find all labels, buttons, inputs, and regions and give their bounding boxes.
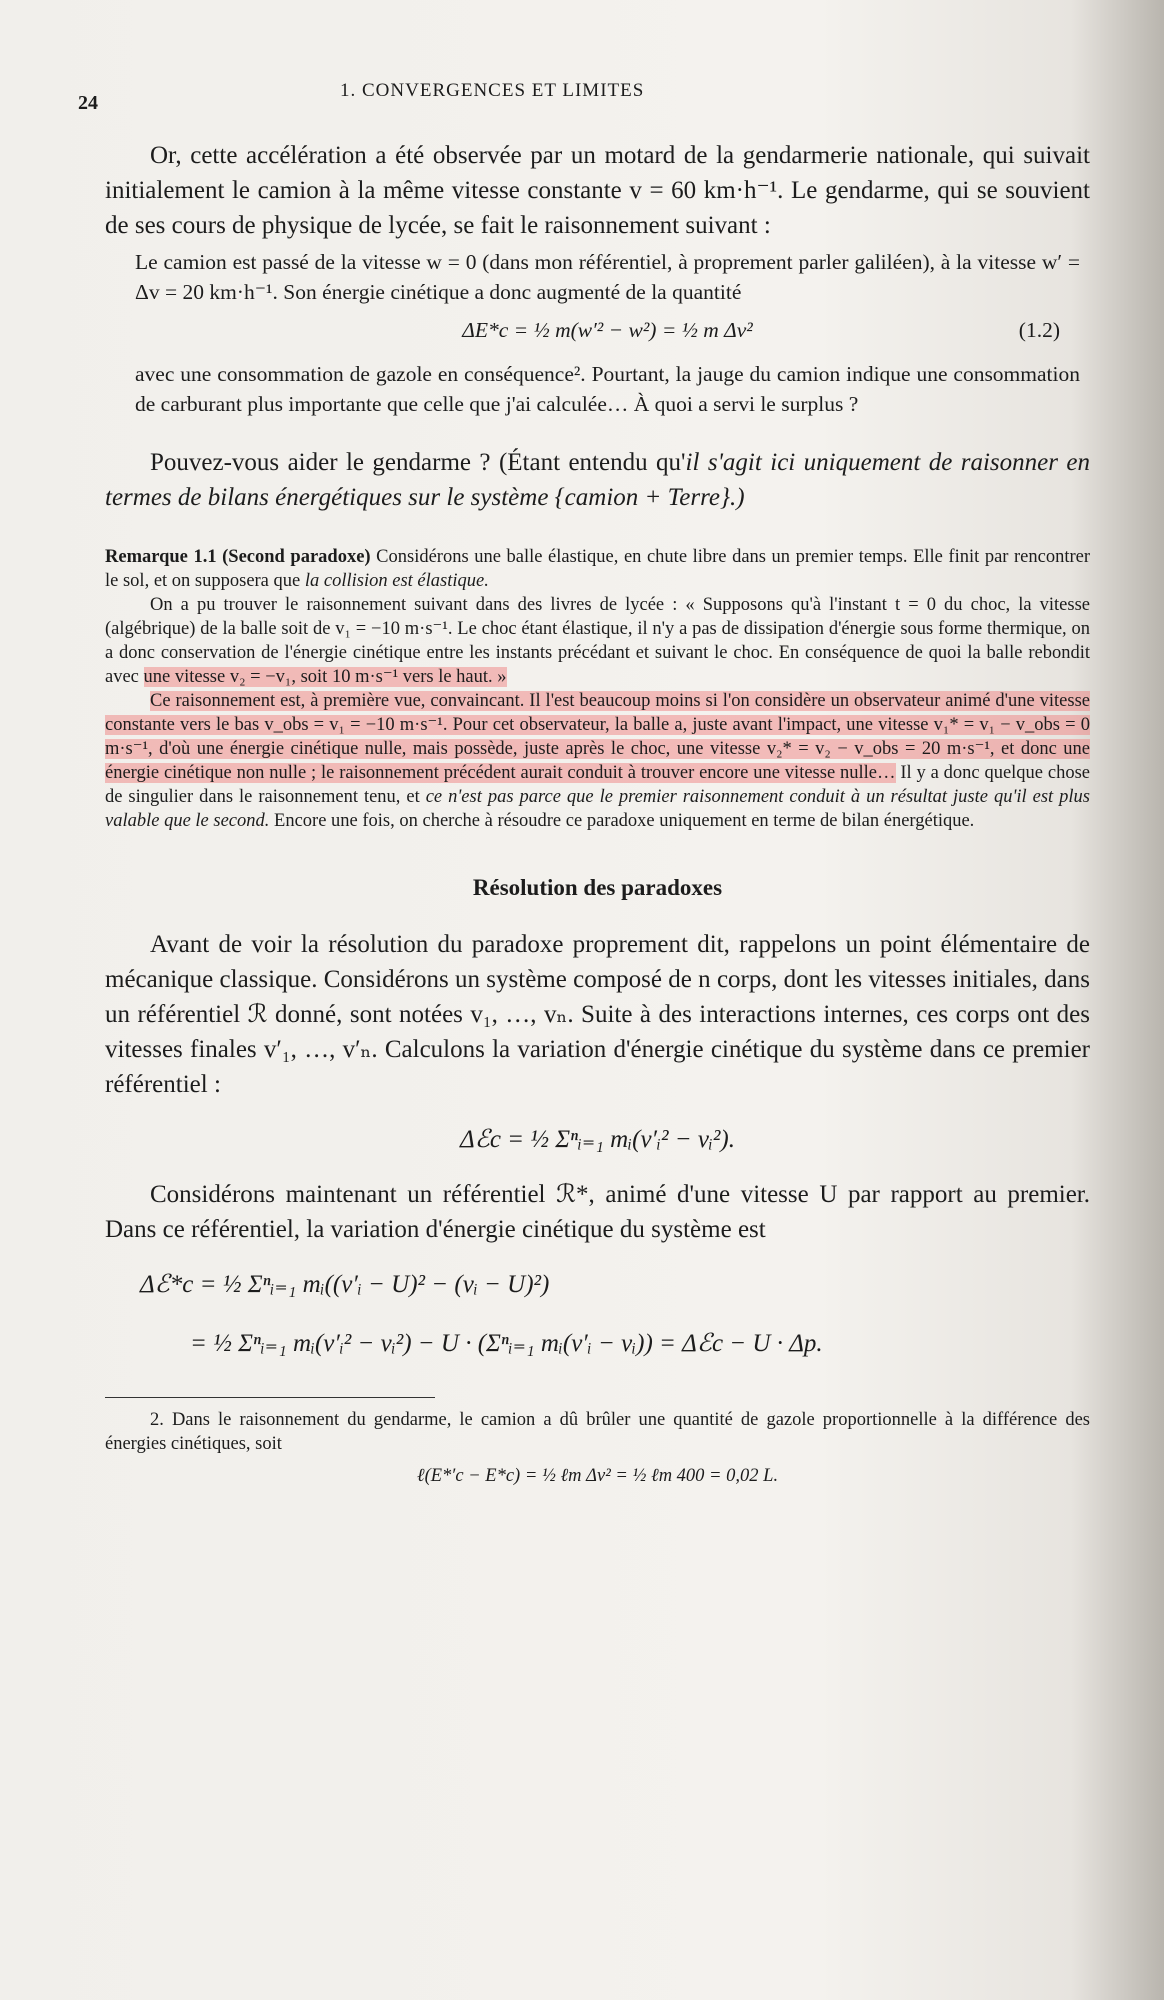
- paragraph-text: Considérons maintenant un référentiel ℛ*, animé d'une vitesse U par rapport au premier. Dans ce référentiel, la variation d'énergie cinétique du système est: [105, 1181, 1090, 1243]
- paragraph-text: Avant de voir la résolution du paradoxe proprement dit, rappelons un point élémentaire de mécanique classique. Considérons un système composé de n corps, dont les vitesses initiales, dans un référentiel ℛ donné, sont notées v₁, …, vₙ. Suite à des interactions internes, ces corps ont des vitesses finales v′₁, …, v′ₙ. Calculons la variation d'énergie cinétique du système dans ce premier référentiel :: [105, 931, 1090, 1098]
- page-number: 24: [78, 92, 98, 114]
- quote-text: avec une consommation de gazole en conséquence². Pourtant, la jauge du camion indique une consommation de carburant plus importante que celle que j'ai calculée… À quoi a servi le surplus ?: [135, 362, 1080, 416]
- equation-kinetic-energy: Δℰc = ½ Σⁿᵢ₌₁ mᵢ(v′ᵢ² − vᵢ²).: [460, 1126, 735, 1153]
- question-italic: il s'agit ici uniquement de raisonner en termes de bilans énergétiques sur le système {camion + Terre}.): [105, 449, 1090, 511]
- footnote-equation: ℓ(E*′c − E*c) = ½ ℓm Δv² = ½ ℓm 400 = 0,02 L.: [416, 1466, 779, 1486]
- remark-text: Considérons une balle élastique, en chute libre dans un premier temps. Elle finit par rencontrer le sol, et on supposera que: [105, 547, 1091, 591]
- section-title: Résolution des paradoxes: [472, 875, 723, 900]
- footnote-2: [105, 1408, 1090, 1488]
- equation-text: ΔE*c = ½ m(w′² − w²) = ½ m Δv²: [462, 318, 753, 342]
- gendarme-reasoning: [135, 247, 1080, 419]
- remark-1-1: [105, 545, 1090, 833]
- intro-paragraph: [105, 138, 1090, 243]
- equation-frame-change-line2: = ½ Σⁿᵢ₌₁ mᵢ(v′ᵢ² − vᵢ²) − U · (Σⁿᵢ₌₁ mᵢ(v′ᵢ − vᵢ)) = Δℰc − U · Δp.: [190, 1330, 823, 1357]
- remark-text: On a pu trouver le raisonnement suivant dans des livres de lycée : « Supposons qu'à l'instant t = 0 du choc, la vitesse (algébrique) de la balle soit de v₁ = −10 m·s⁻¹. Le choc étant élastique, il n'y a pas de dissipation d'énergie sous forme thermique, on a donc conservation de l'énergie cinétique entre les instants précédant et suivant le choc. En conséquence de quoi la balle rebondit avec: [105, 595, 1090, 687]
- remark-text: Encore une fois, on cherche à résoudre ce paradoxe uniquement en terme de bilan énergétique.: [269, 811, 975, 831]
- equation-frame-change-line1: Δℰ*c = ½ Σⁿᵢ₌₁ mᵢ((v′ᵢ − U)² − (vᵢ − U)²): [140, 1271, 550, 1298]
- footnote-text: 2. Dans le raisonnement du gendarme, le camion a dû brûler une quantité de gazole proportionnelle à la différence des énergies cinétiques, soit: [105, 1410, 1090, 1454]
- page-body: [105, 138, 1090, 1488]
- remark-title: Remarque 1.1 (Second paradoxe): [105, 547, 371, 567]
- reference-frame-paragraph: [105, 1177, 1090, 1247]
- highlighted-text: Ce raisonnement est, à première vue, convaincant. Il l'est beaucoup moins si l'on considère un observateur animé d'une vitesse constante vers le bas v_obs = v₁ = −10 m·s⁻¹. Pour cet observateur, la balle a, juste avant l'impact, une vitesse v₁* = v₁ − v_obs = 0 m·s⁻¹, d'où une énergie cinétique nulle, mais possède, juste après le choc, une vitesse v₂* = v₂ − v_obs = 20 m·s⁻¹, et donc une énergie cinétique non nulle ; le raisonnement précédent aurait conduit à trouver encore une vitesse nulle…: [105, 691, 1090, 783]
- running-head: 1. CONVERGENCES ET LIMITES: [340, 80, 645, 101]
- remark-text: Il y a donc quelque chose de singulier dans le raisonnement tenu, et: [105, 763, 1090, 807]
- remark-italic: la collision est élastique.: [304, 571, 489, 591]
- question-text: Pouvez-vous aider le gendarme ? (Étant entendu qu': [150, 449, 686, 476]
- footnote-rule: [105, 1397, 435, 1398]
- question-paragraph: [105, 445, 1090, 515]
- equation-1-2: [135, 315, 1080, 345]
- paragraph-text: Or, cette accélération a été observée par un motard de la gendarmerie nationale, qui suivait initialement le camion à la même vitesse constante v = 60 km·h⁻¹. Le gendarme, qui se souvient de ses cours de physique de lycée, se fait le raisonnement suivant :: [105, 142, 1090, 239]
- remark-italic: ce n'est pas parce que le premier raisonnement conduit à un résultat juste qu'il est plus valable que le second.: [105, 787, 1090, 831]
- equation-number: (1.2): [1018, 318, 1060, 342]
- quote-text: Le camion est passé de la vitesse w = 0 (dans mon référentiel, à proprement parler galiléen), à la vitesse w′ = Δv = 20 km·h⁻¹. Son énergie cinétique a donc augmenté de la quantité: [135, 250, 1080, 304]
- highlighted-text: une vitesse v₂ = −v₁, soit 10 m·s⁻¹ vers le haut. »: [143, 667, 507, 687]
- resolution-paragraph: [105, 927, 1090, 1102]
